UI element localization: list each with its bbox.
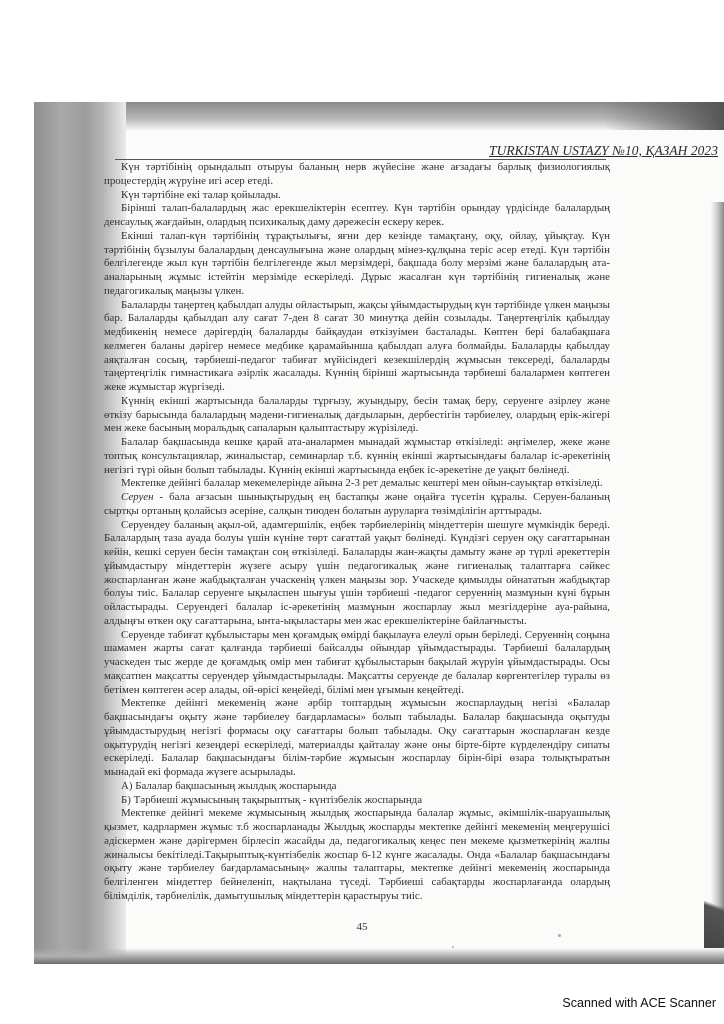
paragraph: Серуенде табиғат құбылыстары мен қоғамдық өмірді бақылауға елеулі орын беріледі. Серуеннің соңына шамамен жарты сағат қалғанда тәрбиеші байсалды ойындар ұйымдастырады. Тәрбиеші балалардың учаскеден тыс жерде де қоғамдық омір мен табиғат құбылыстарын бақылай жүруін ұйымдастырады. Осы мақсатпен мақсатты серуендер ұйымдастырылады. Мақсатты серуенде де балалар көргентегілер туралы өз бетімен көптеген әсер алады, ой-өрісі кеңейеді, білімі мен ұғымын кеңейтеді. bbox=[104, 628, 610, 696]
scan-speck bbox=[558, 934, 561, 937]
paragraph: Күн тәртібінің орындалып отыруы баланың нерв жүйесіне және ағзадағы барлық физиологиялық процестердің жүруіне игі әсер етеді. bbox=[104, 161, 610, 187]
paragraph: Серуендеу баланың ақыл-ой, адамгершілік, еңбек тәрбиелерінің міндеттерін шешуге мүмкіндік береді. Балалардың таза ауада болуы үшін күніне төрт сағаттай уақыт бөлінеді. Күндізгі серуен оқу сағаттарынан кейін, кешкі серуен бесін тамақтан соң өткізіледі. Балаларды жан-жақты дамыту және әр түрлі әрекеттерін ұйымдастыру міндеттерін жүзеге асыру үшін педагогикалық және гигиеналық талаптарға сәйкес жоспарланған және жабдықталған учаскенің үлкен маңызы зор. Учаскеде қимылды ойнататын жабдықтар болуы тиіс. Балалар серуенге ықыласпен шығуы үшін тәрбиеші -педагог серуеннің мазмұнын күні бұрын ойластырады. Серуендегі балалар іс-әрекетінің мазмұнын жоспарлау жыл мезгілдеріне ауа-райына, алдыңғы өткен оқу сағаттарына, ынта-ықыластары мен жас ерекшеліктеріне байлағнысты. bbox=[104, 518, 610, 627]
paragraph: Күн тәртібіне екі талар қойылады. bbox=[121, 188, 281, 201]
definition-text: - бала ағзасын шынықтырудың ең бастапқы және оңайға түсетін құралы. Серуен-баланың сыртқы ортаның қолайсыз әсеріне, салқын тиюден болатын ауруларға төзімділігін арттырады. bbox=[104, 491, 610, 517]
right-edge-shadow bbox=[710, 202, 724, 932]
paragraph-seruen bbox=[104, 491, 610, 519]
paragraph: Екінші талап-күн тәртібінің тұрақтылығы, яғни дер кезінде тамақтану, оқу, ойлау, ұйықтау. Күн тәртібінің бұзылуы балалардың денсаулығына және олардың мінез-құлқына теріс әсер етеді. Күн тәртібін белгілегенде жыл күн тәртібін белгілегенде жыл мерзімдері, бақшада болу мерзімі және балалардың ата-аналарының жұмыс істейтін мерзіміде ескеріледі. Дұрыс жасалған күн тәртібінің гигиеналық және педагогикалық маңызы үлкен. bbox=[104, 229, 610, 297]
journal-header bbox=[0, 143, 718, 159]
top-edge-shadow bbox=[34, 102, 724, 130]
article-body bbox=[104, 161, 610, 904]
term-seruen: Серуен bbox=[121, 491, 154, 503]
list-item: А) Балалар бақшасының жылдық жоспарында bbox=[121, 779, 337, 792]
paragraph: Мектепке дейінгі балалар мекемелерінде айына 2-3 рет демалыс кештері мен ойын-сауықтар өткізіледі. bbox=[121, 477, 603, 490]
paragraph: Мектепке дейінгі мекеменің және әрбір топтардың жұмысын жоспарлаудың негізі «Балалар бақшасындағы оқыту және тәрбиелеу бағдарламасы» болып табылады. Балалар бақшасында оқытуды ұйымдастырудың негізгі формасы оқу сағаттары болып табылады. Оқу сағаттарын жоспарлаған кезде оқытурудің негізгі кезеңдері ескеріледі, материалды қайталау және оны бірте-бірте күрделендіру сипаты ескеріледі. Балалар бақшасындағы білім-тәрбие жұмысын жоспарлау бірін-бірі өзара толықтыратын мынадай екі формада жүзеге асырылады. bbox=[104, 697, 610, 778]
paragraph: Балалар бақшасында кешке қарай ата-аналармен мынадай жұмыстар өткізіледі: әңгімелер, жеке және топтық консультациялар, жиналыстар, семинарлар т.б. күннің екінші жартысындағы балалар іс-әрекетінің негізгі түрі ойын болып табылады. Күннің екінші жартысында еңбек іс-әрекетіне де уақыт бөлінеді. bbox=[104, 436, 610, 476]
paragraph: Мектепке дейінгі мекеме жұмысының жылдық жоспарында балалар жұмыс, әкімшілік-шаруашылық қызмет, кадрлармен жұмыс т.б жоспарланады Жылдық жоспарды мектепке дейінгі мекеменің меңгерушісі әдіскермен және дәрігермен бірлесіп жасайды да, педагогикалық кеңес пен мекеме қызметкерінің жалпы жиналысы бекітіледі.Тақырыптық-күнтізбелік жоспар 6-12 күнге жасалады. Онда «Балалар бақшасындағы оқыту және тәрбиелеу бағдарламасының» жалпы талаптары, мектепке дейінгі мекеменің жоспарында белгіленген міндеттер бейнеленіп, нақтылана түседі. Тәрбиеші сабақтарды жоспарлағанда олардың білімділік, тәрбиелілік, дамытушылық міндеттерін қарастыруы тиіс. bbox=[104, 807, 610, 902]
paragraph: Балаларды таңертең қабылдап алуды ойластырып, жақсы ұйымдастырудың күн тәртібінде үлкен маңызы бар. Балаларды қабылдап алу сағат 7-ден 8 сағат 30 минутқа дейін созылады. Таңертеңгілік қабылдау медбикенің немесе дәрігердің балаларды байқаудан өткізуімен басталады. Көптен бері балабақшаға келмеген баланы дәрігер немесе медбике қарамайынша қабылдап алуға болмайды. Балаларды қабылдау аяқталған сосың, тәрбиеші-педагог табиғат мүйісіндегі кезекшілердің жұмысын тексереді, балаларды таңертеңгілік гимнастикаға әзірлік жасалады. Күннің бірінші жартысында тәрбиеші балалармен көптеген жеке жұмыстар жүргізеді. bbox=[104, 298, 610, 393]
bottom-edge-shadow bbox=[34, 948, 724, 964]
header-rule bbox=[115, 159, 606, 160]
journal-title: TURKISTAN USTAZY №10, ҚАЗАН 2023 bbox=[489, 143, 718, 158]
paragraph: Күннің екінші жартысында балаларды тұрғызу, жуындыру, бесін тамақ беру, серуенге әзірлеу және өткізу барысында балалардың мәдени-гигиеналық дағдыларын, дербестігін тәрбиелеу, олардың ерік-жігері мен жеке басының моральдық сапаларын қалыптастыру жүрізіледі. bbox=[104, 394, 610, 435]
scan-speck bbox=[452, 946, 454, 948]
paragraph: Бірінші талап-балалардың жас ерекшеліктерін есептеу. Күн тәртібін орындау үрдісінде балалардың денсаулық жағдайын, олардың психикалық даму дәрежесін ескеру керек. bbox=[104, 202, 610, 228]
list-item: Б) Тәрбиеші жұмысының тақырыптық - күнтізбелік жоспарында bbox=[121, 793, 423, 806]
scanner-watermark: Scanned with ACE Scanner bbox=[562, 996, 716, 1010]
page-number: 45 bbox=[356, 921, 368, 933]
right-corner-shadow bbox=[704, 868, 724, 948]
